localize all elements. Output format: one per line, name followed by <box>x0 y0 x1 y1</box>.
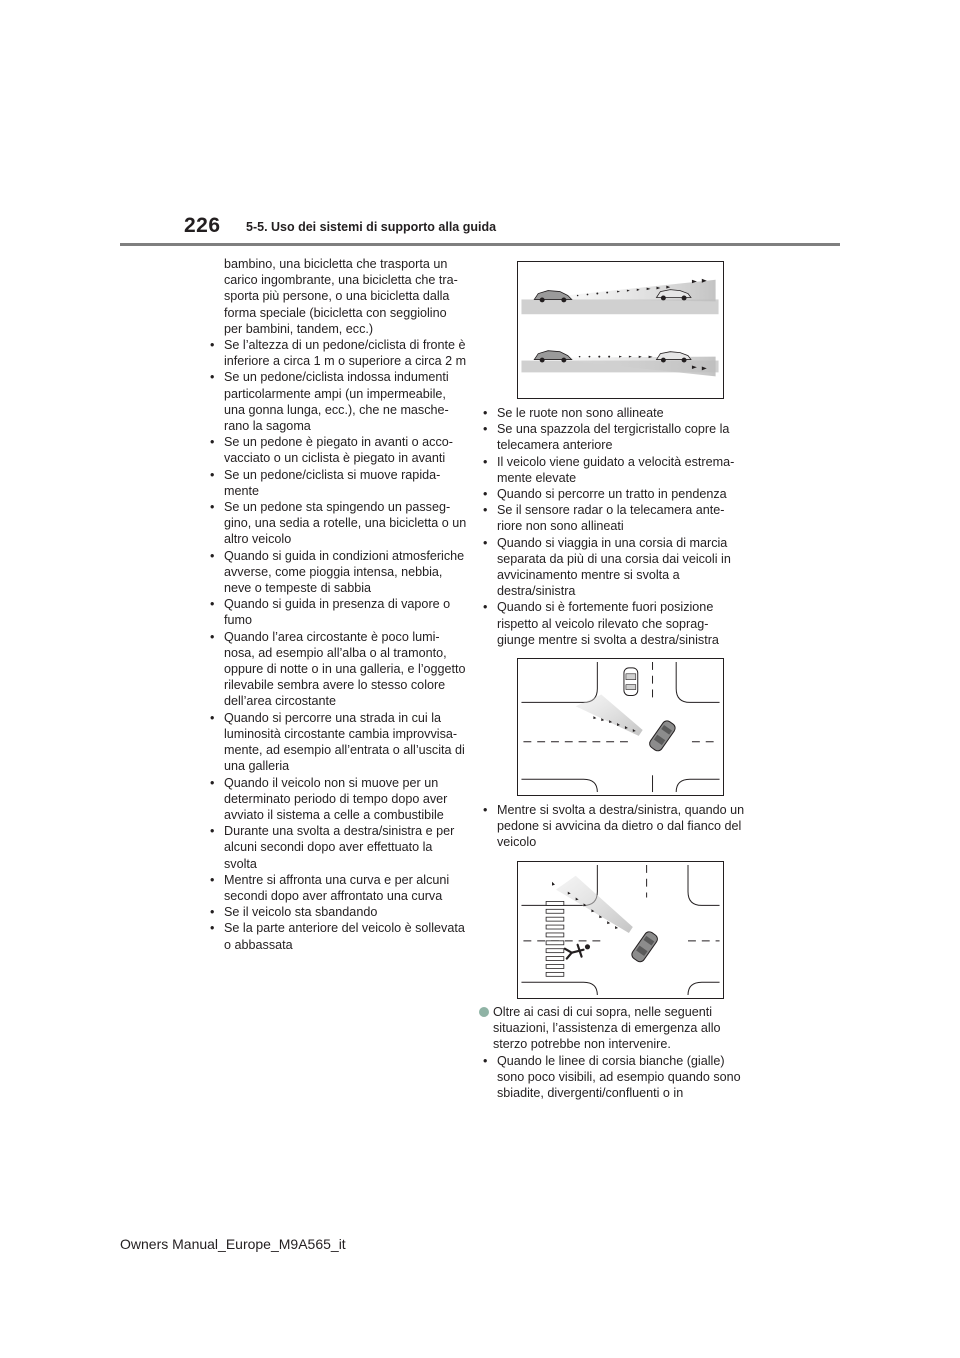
footer-text: Owners Manual_Europe_M9A565_it <box>120 1236 346 1252</box>
list-item: • Quando si percorre una strada in cui la luminosità circostante cambia improvvisa-mente, ad esempio all’entrata o all’uscita di una galleria <box>206 710 468 775</box>
list-item: • Quando si guida in condizioni atmosferiche avverse, come pioggia intensa, nebbia, neve o tempeste di sabbia <box>206 548 468 597</box>
list-item: • Se un pedone/ciclista indossa indumenti particolarmente ampi (un impermeabile, una gonna lunga, ecc.), che ne masche-rano la sagoma <box>206 369 468 434</box>
left-column <box>206 256 468 953</box>
right-column-list-1 <box>479 405 745 648</box>
list-item: • Il veicolo viene guidato a velocità estrema-mente elevate <box>479 454 745 486</box>
list-item: • Quando si viaggia in una corsia di marcia separata da più di una corsia dai veicoli in avvicinamento mentre si svolta a destra/sinistra <box>479 535 745 600</box>
list-item: • Quando si percorre un tratto in pendenza <box>479 486 745 502</box>
list-item: • Se il veicolo sta sbandando <box>206 904 468 920</box>
slope-illustration <box>518 262 723 398</box>
list-item: • Quando si guida in presenza di vapore o fumo <box>206 596 468 628</box>
car-icon <box>624 668 638 696</box>
list-item: • Quando si è fortemente fuori posizione rispetto al veicolo rilevato che soprag-giunge mentre si svolta a destra/sinistra <box>479 599 745 648</box>
note-item: Oltre ai casi di cui sopra, nelle seguenti situazioni, l’assistenza di emergenza allo sterzo potrebbe non intervenire. <box>479 1004 745 1053</box>
list-item: • Se un pedone sta spingendo un passeg-gino, una sedia a rotelle, una bicicletta o un altro veicolo <box>206 499 468 548</box>
car-icon <box>630 930 659 964</box>
list-item: • Quando le linee di corsia bianche (gialle) sono poco visibili, ad esempio quando sono sbiadite, divergenti/confluenti o in <box>479 1053 745 1102</box>
right-column-list-3 <box>479 1004 745 1101</box>
intersection-illustration <box>518 659 723 795</box>
figure-pedestrian-turn <box>517 861 724 999</box>
right-column-list-2 <box>479 802 745 851</box>
section-title: 5-5. Uso dei sistemi di supporto alla guida <box>246 220 497 234</box>
pedestrian-icon <box>565 944 590 958</box>
list-item: • Se una spazzola del tergicristallo copre la telecamera anteriore <box>479 421 745 453</box>
list-item: • Se un pedone è piegato in avanti o acco-vacciato o un ciclista è piegato in avanti <box>206 434 468 466</box>
list-item: • Se le ruote non sono allineate <box>479 405 745 421</box>
continuation-text: bambino, una bicicletta che trasporta un carico ingombrante, una bicicletta che tra-sporta più persone, o una bicicletta dalla forma speciale (bicicletta con seggiolino per bambini, tandem, ecc.) <box>224 257 458 336</box>
page-number: 226 <box>184 214 221 237</box>
pedestrian-illustration <box>518 862 723 998</box>
list-item: • Quando il veicolo non si muove per un determinato periodo di tempo dopo aver avviato il sistema a celle a combustibile <box>206 775 468 824</box>
list-item: • Mentre si svolta a destra/sinistra, quando un pedone si avvicina da dietro o dal fianco del veicolo <box>479 802 745 851</box>
list-item: • Mentre si affronta una curva e per alcuni secondi dopo aver affrontato una curva <box>206 872 468 904</box>
list-item: • Se il sensore radar o la telecamera ante-riore non sono allineati <box>479 502 745 534</box>
crosswalk <box>546 901 564 976</box>
figure-intersection-turn <box>517 658 724 796</box>
list-item: • Quando l’area circostante è poco lumi-nosa, ad esempio all’alba o al tramonto, oppure di notte o in una galleria, e l’oggetto rilevabile sembra avere lo stesso colore dell’area circostante <box>206 629 468 710</box>
list-item: • Se l’altezza di un pedone/ciclista di fronte è inferiore a circa 1 m o superiore a circa 2 m <box>206 337 468 369</box>
list-item: • Se un pedone/ciclista si muove rapida-mente <box>206 467 468 499</box>
list-item: • Se la parte anteriore del veicolo è sollevata o abbassata <box>206 920 468 952</box>
car-icon <box>648 719 677 753</box>
figure-slope-detection <box>517 261 724 399</box>
list-item: • Durante una svolta a destra/sinistra e per alcuni secondi dopo aver effettuato la svolta <box>206 823 468 872</box>
header-rule <box>120 243 840 246</box>
